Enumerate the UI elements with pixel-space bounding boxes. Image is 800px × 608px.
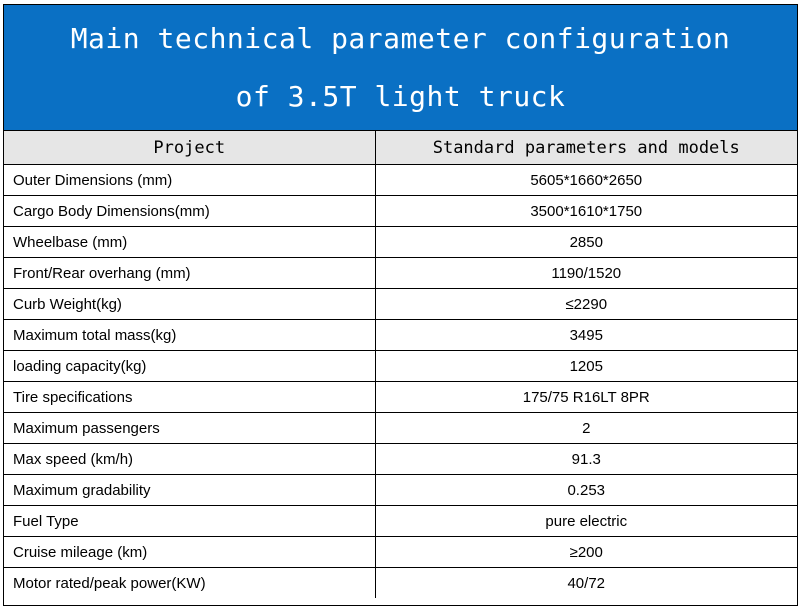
- table-row: [4, 196, 797, 227]
- table-row: [4, 444, 797, 475]
- row-value: 40/72: [375, 568, 797, 599]
- column-header-project: Project: [4, 131, 375, 165]
- row-value: ≥200: [375, 537, 797, 568]
- row-label: Curb Weight(kg): [4, 289, 375, 320]
- row-label: Cruise mileage (km): [4, 537, 375, 568]
- row-value: 91.3: [375, 444, 797, 475]
- table-row: [4, 258, 797, 289]
- row-label: Max speed (km/h): [4, 444, 375, 475]
- row-value: 3495: [375, 320, 797, 351]
- table-row: [4, 165, 797, 196]
- table-row: [4, 382, 797, 413]
- title-banner: [4, 5, 797, 131]
- row-value: pure electric: [375, 506, 797, 537]
- table-row: [4, 475, 797, 506]
- row-label: Maximum total mass(kg): [4, 320, 375, 351]
- table-row: [4, 568, 797, 599]
- row-value: 175/75 R16LT 8PR: [375, 382, 797, 413]
- row-label: Cargo Body Dimensions(mm): [4, 196, 375, 227]
- table-row: [4, 351, 797, 382]
- row-label: Outer Dimensions (mm): [4, 165, 375, 196]
- row-label: Front/Rear overhang (mm): [4, 258, 375, 289]
- row-value: 5605*1660*2650: [375, 165, 797, 196]
- parameter-table: [4, 131, 797, 598]
- row-value: ≤2290: [375, 289, 797, 320]
- row-value: 1190/1520: [375, 258, 797, 289]
- row-label: Fuel Type: [4, 506, 375, 537]
- row-label: loading capacity(kg): [4, 351, 375, 382]
- row-value: 2850: [375, 227, 797, 258]
- row-value: 1205: [375, 351, 797, 382]
- title-line-1: Main technical parameter configuration: [70, 21, 731, 55]
- table-row: [4, 289, 797, 320]
- row-value: 2: [375, 413, 797, 444]
- row-label: Maximum passengers: [4, 413, 375, 444]
- table-row: [4, 506, 797, 537]
- table-row: [4, 537, 797, 568]
- table-row: [4, 320, 797, 351]
- row-label: Tire specifications: [4, 382, 375, 413]
- table-row: [4, 227, 797, 258]
- table-header-row: [4, 131, 797, 165]
- row-label: Maximum gradability: [4, 475, 375, 506]
- row-value: 0.253: [375, 475, 797, 506]
- row-value: 3500*1610*1750: [375, 196, 797, 227]
- column-header-standard-parameters: Standard parameters and models: [375, 131, 797, 165]
- table-row: [4, 413, 797, 444]
- spec-sheet: [3, 4, 798, 606]
- row-label: Wheelbase (mm): [4, 227, 375, 258]
- row-label: Motor rated/peak power(KW): [4, 568, 375, 599]
- title-line-2: of 3.5T light truck: [235, 79, 566, 113]
